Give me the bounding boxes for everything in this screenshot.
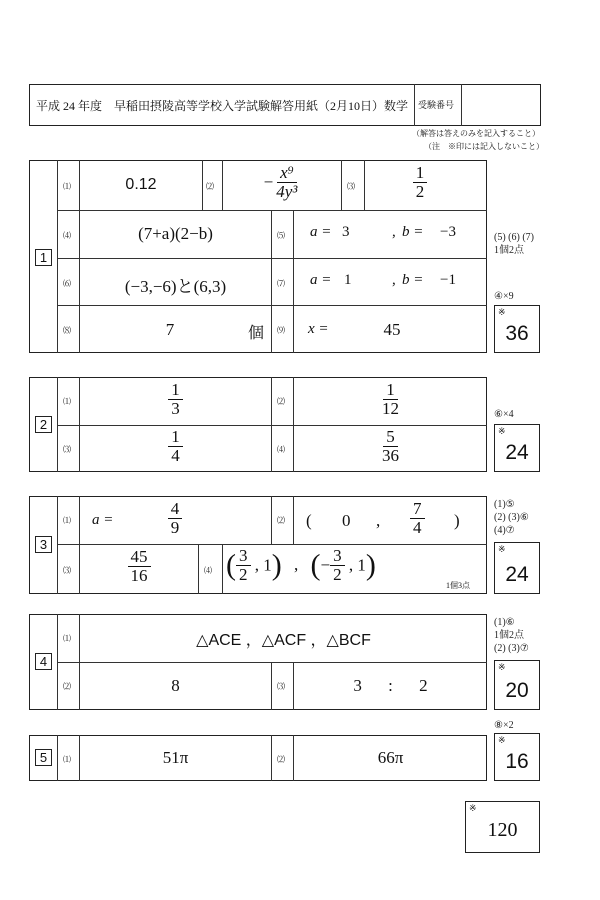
paren: ( — [226, 548, 236, 582]
score-mark: ※ — [469, 803, 477, 813]
score-box-5 — [494, 733, 540, 781]
score-mark: ※ — [498, 544, 506, 554]
unit-label: 個 — [248, 325, 265, 342]
score-mark: ※ — [498, 735, 506, 745]
ratio-left: 3 — [353, 676, 362, 695]
answer-3-4[interactable] — [226, 547, 441, 584]
answer-1-9[interactable]: 45 — [383, 320, 401, 339]
question-number: ⑴ — [63, 182, 71, 191]
denominator: 2 — [333, 564, 342, 584]
scoring-note: (1)⑤ — [494, 499, 515, 510]
section-5-number: 5 — [35, 749, 52, 766]
numerator: 7 — [410, 500, 425, 519]
instruction-note: （注 ※印には記入しないこと） — [424, 142, 544, 151]
question-number: ⑶ — [63, 566, 71, 575]
x-label: x = — [308, 321, 329, 337]
numerator: 5 — [383, 428, 398, 447]
numerator: 3 — [236, 547, 251, 566]
question-number: ⑶ — [277, 682, 285, 691]
denominator: 16 — [130, 565, 148, 585]
question-number: ⑸ — [277, 231, 285, 240]
denominator: 4y³ — [276, 181, 298, 201]
total-score-value: 120 — [487, 819, 518, 841]
question-number: ⑵ — [63, 682, 71, 691]
score-box-4 — [494, 660, 540, 710]
question-number: ⑵ — [277, 755, 285, 764]
fraction — [168, 428, 183, 465]
minus-sign: − — [263, 172, 274, 192]
question-number: ⑹ — [63, 279, 71, 288]
question-number: ⑴ — [63, 634, 71, 643]
a-value: 3 — [342, 224, 350, 240]
answer-1-2[interactable] — [223, 164, 341, 201]
numerator: 4 — [168, 500, 183, 519]
fraction — [379, 428, 402, 465]
instruction-note: （解答は答えのみを記入すること） — [412, 129, 540, 138]
y-value: 1 — [357, 555, 366, 575]
ratio-colon: : — [388, 676, 393, 695]
b-value: −3 — [440, 224, 456, 240]
answer-1-1[interactable]: 0.12 — [125, 176, 157, 193]
numerator: x⁹ — [277, 164, 296, 183]
denominator: 2 — [415, 181, 425, 201]
fraction — [379, 381, 402, 418]
answer-3-3[interactable] — [80, 548, 198, 585]
answer-4-2[interactable]: 8 — [171, 676, 180, 695]
paren: ) — [365, 548, 376, 582]
question-number: ⑷ — [277, 445, 285, 454]
exam-number-field[interactable] — [462, 85, 540, 125]
scoring-note: (4)⑦ — [494, 525, 515, 536]
section-4-number: 4 — [35, 653, 52, 670]
b-label: b = — [402, 272, 424, 288]
section-2-number: 2 — [35, 416, 52, 433]
comma: , — [392, 224, 396, 240]
question-number: ⑼ — [277, 326, 285, 335]
ratio-right: 2 — [419, 676, 428, 695]
question-number: ⑷ — [63, 231, 71, 240]
page-title: 平成 24 年度 早稲田摂陵高等学校入学試験解答用紙（2月10日）数学 — [36, 99, 409, 113]
exam-number-label: 受験番号 — [418, 100, 455, 110]
scoring-note: 1個2点 — [494, 630, 524, 641]
score-box-2 — [494, 424, 540, 472]
section-3-number: 3 — [35, 536, 52, 553]
answer-1-8[interactable]: 7 — [165, 320, 175, 339]
header-divider — [414, 84, 415, 126]
fraction — [273, 164, 300, 201]
score-value: 20 — [505, 679, 529, 702]
answer-2-4[interactable] — [294, 428, 487, 465]
answer-5-1[interactable]: 51π — [162, 748, 189, 767]
question-number: ⑻ — [63, 326, 71, 335]
open-paren: ( — [306, 511, 312, 530]
fraction — [128, 548, 151, 585]
fraction — [413, 164, 428, 201]
question-number: ⑵ — [277, 516, 285, 525]
scoring-note: (5) (6) (7) — [494, 232, 534, 243]
score-box-1 — [494, 305, 540, 353]
numerator: 1 — [168, 381, 183, 400]
denominator: 9 — [170, 517, 180, 537]
sign: − — [320, 555, 331, 575]
question-number: ⑶ — [347, 182, 355, 191]
fraction — [168, 500, 183, 537]
fraction — [410, 500, 425, 537]
scoring-note: 1個3点 — [446, 581, 470, 590]
denominator: 4 — [171, 445, 180, 465]
answer-3-1[interactable] — [150, 500, 200, 537]
question-number: ⑴ — [63, 755, 71, 764]
scoring-note: (2) (3)⑥ — [494, 512, 529, 523]
a-label: a = — [92, 512, 114, 528]
denominator: 2 — [239, 564, 248, 584]
answer-1-4[interactable]: (7+a)(2−b) — [138, 224, 213, 243]
score-mark: ※ — [498, 426, 506, 436]
numerator: 1 — [383, 381, 398, 400]
score-value: 24 — [505, 563, 529, 586]
score-mark: ※ — [498, 307, 506, 317]
a-label: a = — [310, 224, 332, 240]
numerator: 45 — [128, 548, 151, 567]
total-score-box — [465, 801, 540, 853]
a-value: 1 — [344, 272, 352, 288]
denominator: 3 — [171, 398, 180, 418]
question-number: ⑵ — [277, 397, 285, 406]
question-number: ⑷ — [204, 566, 212, 575]
b-label: b = — [402, 224, 424, 240]
numerator: 1 — [168, 428, 183, 447]
answer-1-3[interactable] — [365, 164, 475, 201]
denominator: 36 — [382, 445, 399, 465]
comma: , — [392, 272, 396, 288]
question-number: ⑵ — [206, 182, 214, 191]
question-number: ⑶ — [63, 445, 71, 454]
scoring-note: ⑧×2 — [494, 720, 514, 731]
fraction — [168, 381, 183, 418]
question-number: ⑴ — [63, 516, 71, 525]
scoring-note: 1個2点 — [494, 245, 524, 256]
answer-5-2[interactable]: 66π — [377, 748, 404, 767]
y-value: 1 — [263, 555, 272, 575]
answer-2-3[interactable] — [80, 428, 271, 465]
answer-3-2[interactable] — [294, 500, 487, 540]
x-value: 0 — [342, 511, 351, 530]
score-value: 16 — [505, 750, 529, 773]
denominator: 12 — [382, 398, 399, 418]
scoring-note: ④×9 — [494, 291, 514, 302]
numerator: 1 — [413, 164, 428, 183]
numerator: 3 — [330, 547, 345, 566]
comma: , — [376, 511, 381, 530]
scoring-note: (2) (3)⑦ — [494, 643, 529, 654]
answer-2-1[interactable] — [80, 381, 271, 418]
comma: , — [250, 555, 264, 575]
comma: , — [344, 555, 358, 575]
close-paren: ) — [454, 511, 460, 530]
paren: ) — [271, 548, 282, 582]
a-label: a = — [310, 272, 332, 288]
scoring-note: (1)⑥ — [494, 617, 515, 628]
score-mark: ※ — [498, 662, 506, 672]
question-number: ⑴ — [63, 397, 71, 406]
scoring-note: ⑥×4 — [494, 409, 514, 420]
answer-1-6[interactable]: (−3,−6)と(6,3) — [124, 277, 227, 296]
question-number: ⑺ — [277, 279, 285, 288]
paren: ( — [310, 548, 321, 582]
b-value: −1 — [440, 272, 456, 288]
answer-4-1[interactable]: △ACE ，△ACF ，△BCF — [196, 632, 371, 649]
section-1-number: 1 — [35, 249, 52, 266]
answer-4-3[interactable] — [294, 676, 487, 696]
score-box-3 — [494, 542, 540, 594]
fraction — [330, 547, 345, 584]
separator: , — [294, 555, 299, 575]
score-value: 24 — [505, 441, 529, 464]
score-value: 36 — [505, 322, 529, 345]
fraction — [236, 547, 251, 584]
answer-2-2[interactable] — [294, 381, 487, 418]
denominator: 4 — [413, 517, 422, 537]
